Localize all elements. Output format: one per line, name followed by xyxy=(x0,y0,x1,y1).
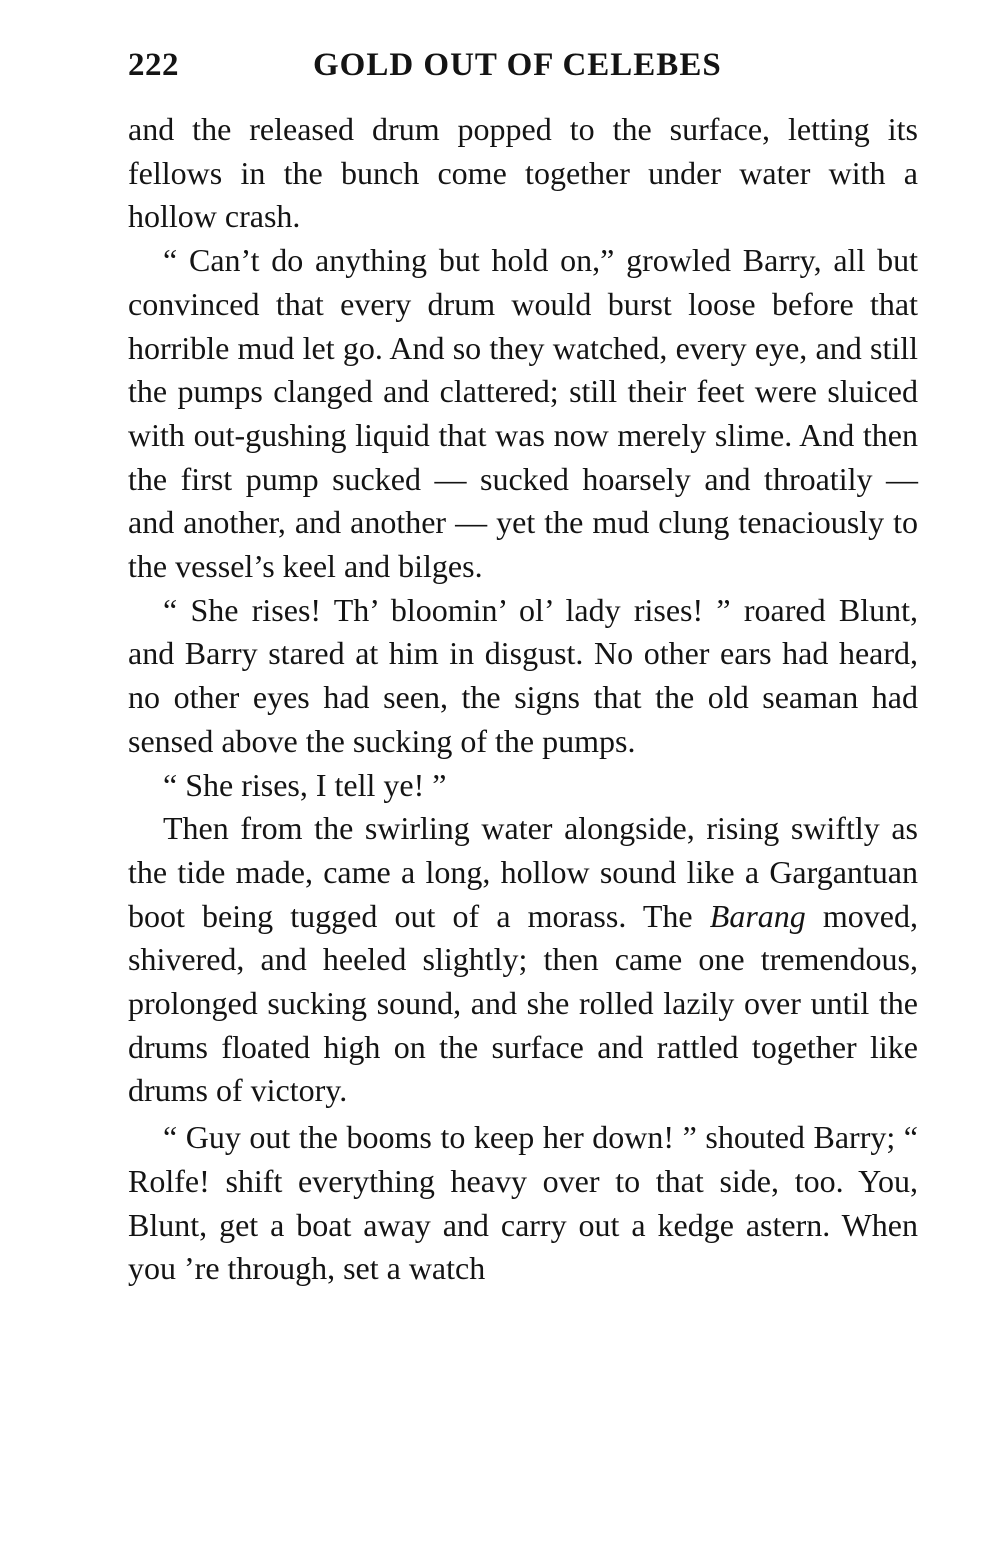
ship-name: Barang xyxy=(709,897,806,934)
paragraph-3: “ She rises! Th’ bloomin’ ol’ lady rises! ” roared Blunt, and Barry stared at him in disgust. No other ears had heard, no other eyes had seen, the signs that the old seaman had sensed above the sucking of the pumps. xyxy=(128,591,918,759)
paragraph-1: and the released drum popped to the surface, letting its fellows in the bunch come together under water with a hollow crash. xyxy=(128,111,918,235)
paragraph-6: “ Guy out the booms to keep her down! ” shouted Barry; “ Rolfe! shift everything heavy over to that side, too. You, Blunt, get a boat away and carry out a kedge astern. When you ’re through, set a watch xyxy=(128,1119,918,1287)
book-title: GOLD OUT OF CELEBES xyxy=(313,47,722,83)
paragraph-5-text-end: moved, shivered, and heeled slightly; then came one tremendous, prolonged sucking sound, and she rolled lazily over until the drums floated high on the surface and rattled together like drums of victory. xyxy=(128,897,919,1109)
paragraph-4: “ She rises, I tell ye! ” xyxy=(163,766,447,803)
paragraph-5-text-start: Then from the swirling water alongside, rising swiftly as the tide made, came a long, hollow sound like a Gargantuan boot being tugged out of a morass. The xyxy=(128,810,918,934)
paragraph-2: “ Can’t do anything but hold on,” growled Barry, all but convinced that every drum would burst loose before that horrible mud let go. And so they watched, every eye, and still the pumps clanged and clattered; still their feet were sluiced with out-gushing liquid that was now merely slime. And then the first pump sucked — sucked hoarsely and throatily — and another, and another — yet the mud clung tenaciously to the vessel’s keel and bilges. xyxy=(128,242,918,585)
paragraph-5 xyxy=(128,807,918,1113)
body-text xyxy=(128,108,918,1291)
page-number: 222 xyxy=(128,47,179,83)
running-head xyxy=(128,40,918,90)
